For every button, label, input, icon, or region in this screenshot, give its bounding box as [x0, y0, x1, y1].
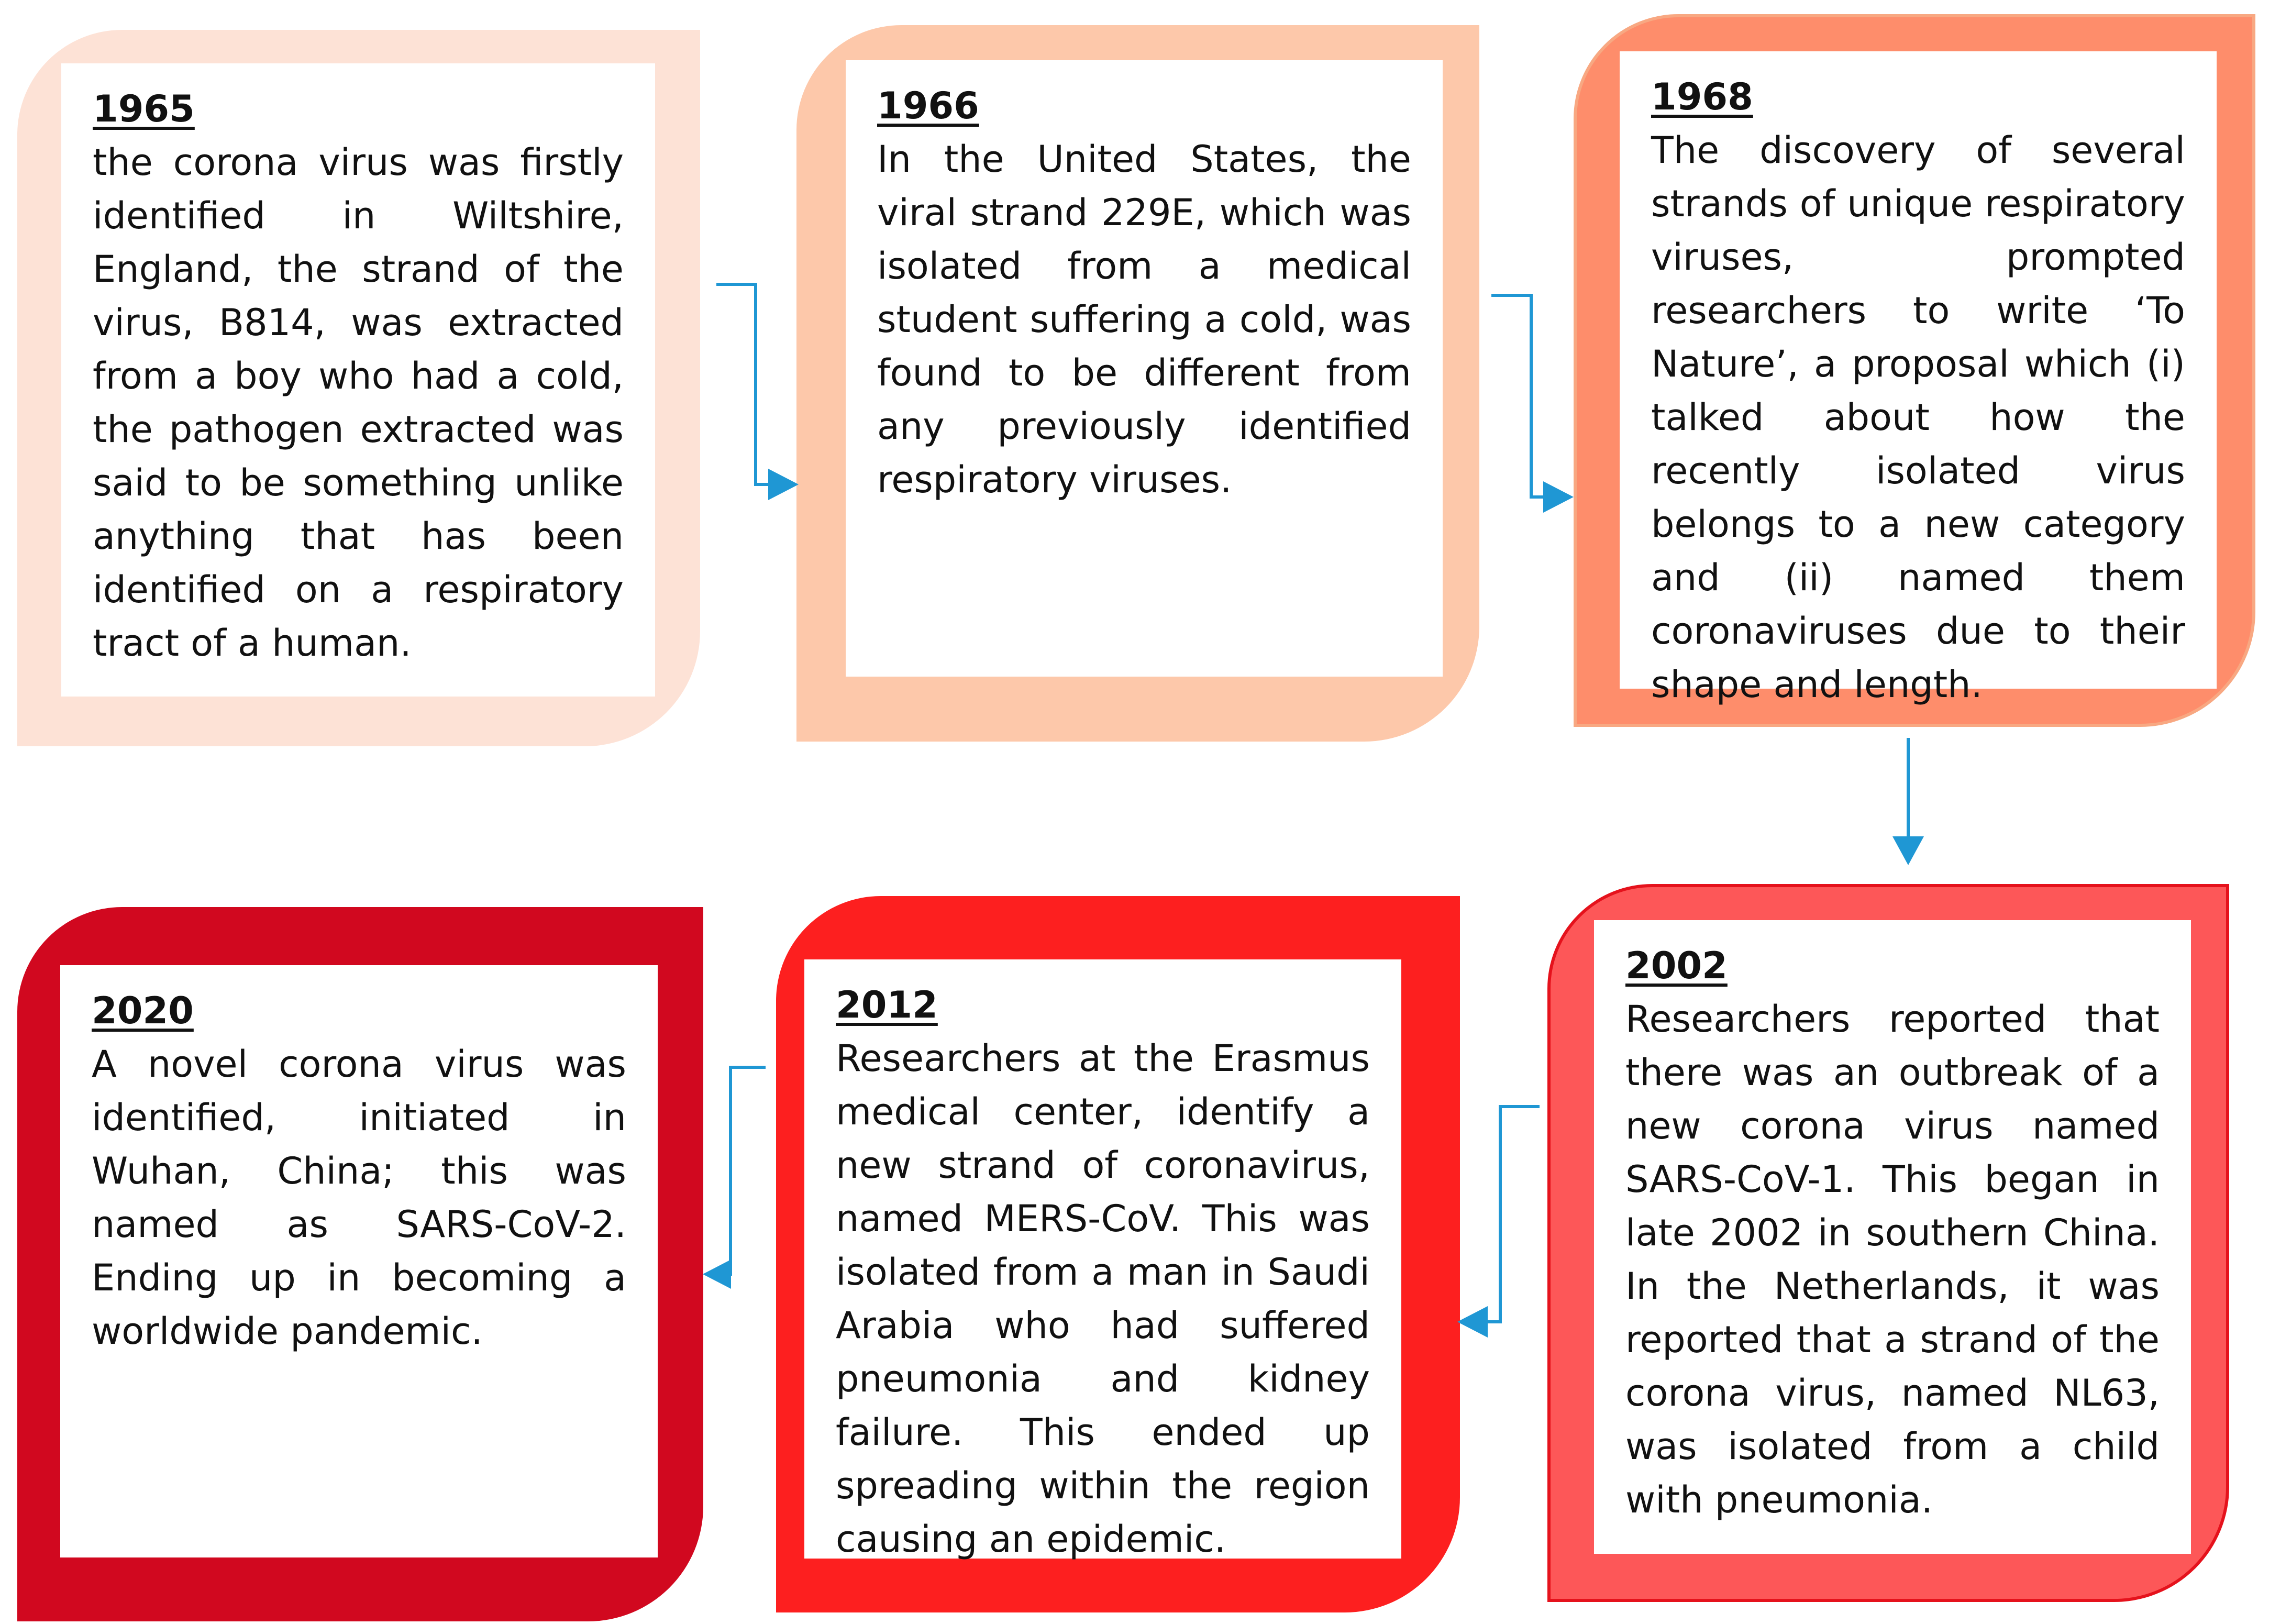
- year-label-1968: 1968: [1651, 75, 1753, 118]
- event-text-2020: A novel corona virus was identified, initiated in Wuhan, China; this was named as SARS-CoV-2. Ending up in becoming a worldwide pandemic.: [92, 1043, 626, 1353]
- event-text-2012: Researchers at the Erasmus medical center, identify a new strand of coronavirus, named MERS-CoV. This was isolated from a man in Saudi Arabia who had suffered pneumonia and kidney failure. This ended up spreading within the region causing an epidemic.: [836, 1037, 1370, 1561]
- year-label-1965: 1965: [93, 87, 195, 130]
- arrow-2002-to-2012: [1457, 1107, 1540, 1338]
- event-text-2002: Researchers reported that there was an outbreak of a new corona virus named SARS-CoV-1. This began in late 2002 in southern China. In the Netherlands, it was reported that a strand of the corona virus, named NL63, was isolated from a child with pneumonia.: [1625, 998, 2160, 1521]
- arrow-2012-to-2020: [703, 1067, 766, 1289]
- event-text-1966: In the United States, the viral strand 229E, which was isolated from a medical student suffering a cold, was found to be different from any previously identified respiratory viruses.: [877, 138, 1411, 501]
- year-label-2012: 2012: [836, 984, 938, 1026]
- arrow-1965-to-1966: [716, 284, 799, 500]
- arrow-1966-to-1968: [1491, 295, 1574, 513]
- year-label-2002: 2002: [1625, 944, 1728, 987]
- year-label-2020: 2020: [92, 989, 194, 1032]
- year-label-1966: 1966: [877, 84, 979, 127]
- event-text-1968: The discovery of several strands of unique respiratory viruses, prompted researchers to write ‘To Nature’, a proposal which (i) talked about how the recently isolated virus belongs to a new category and (ii) named them coronaviruses due to their shape and length.: [1651, 129, 2185, 706]
- arrow-1968-to-2002: [1892, 738, 1924, 865]
- event-text-1965: the corona virus was firstly identified in Wiltshire, England, the strand of the virus, B814, was extracted from a boy who had a cold, the pathogen extracted was said to be something unlike anything that has been identified on a respiratory tract of a human.: [93, 141, 624, 665]
